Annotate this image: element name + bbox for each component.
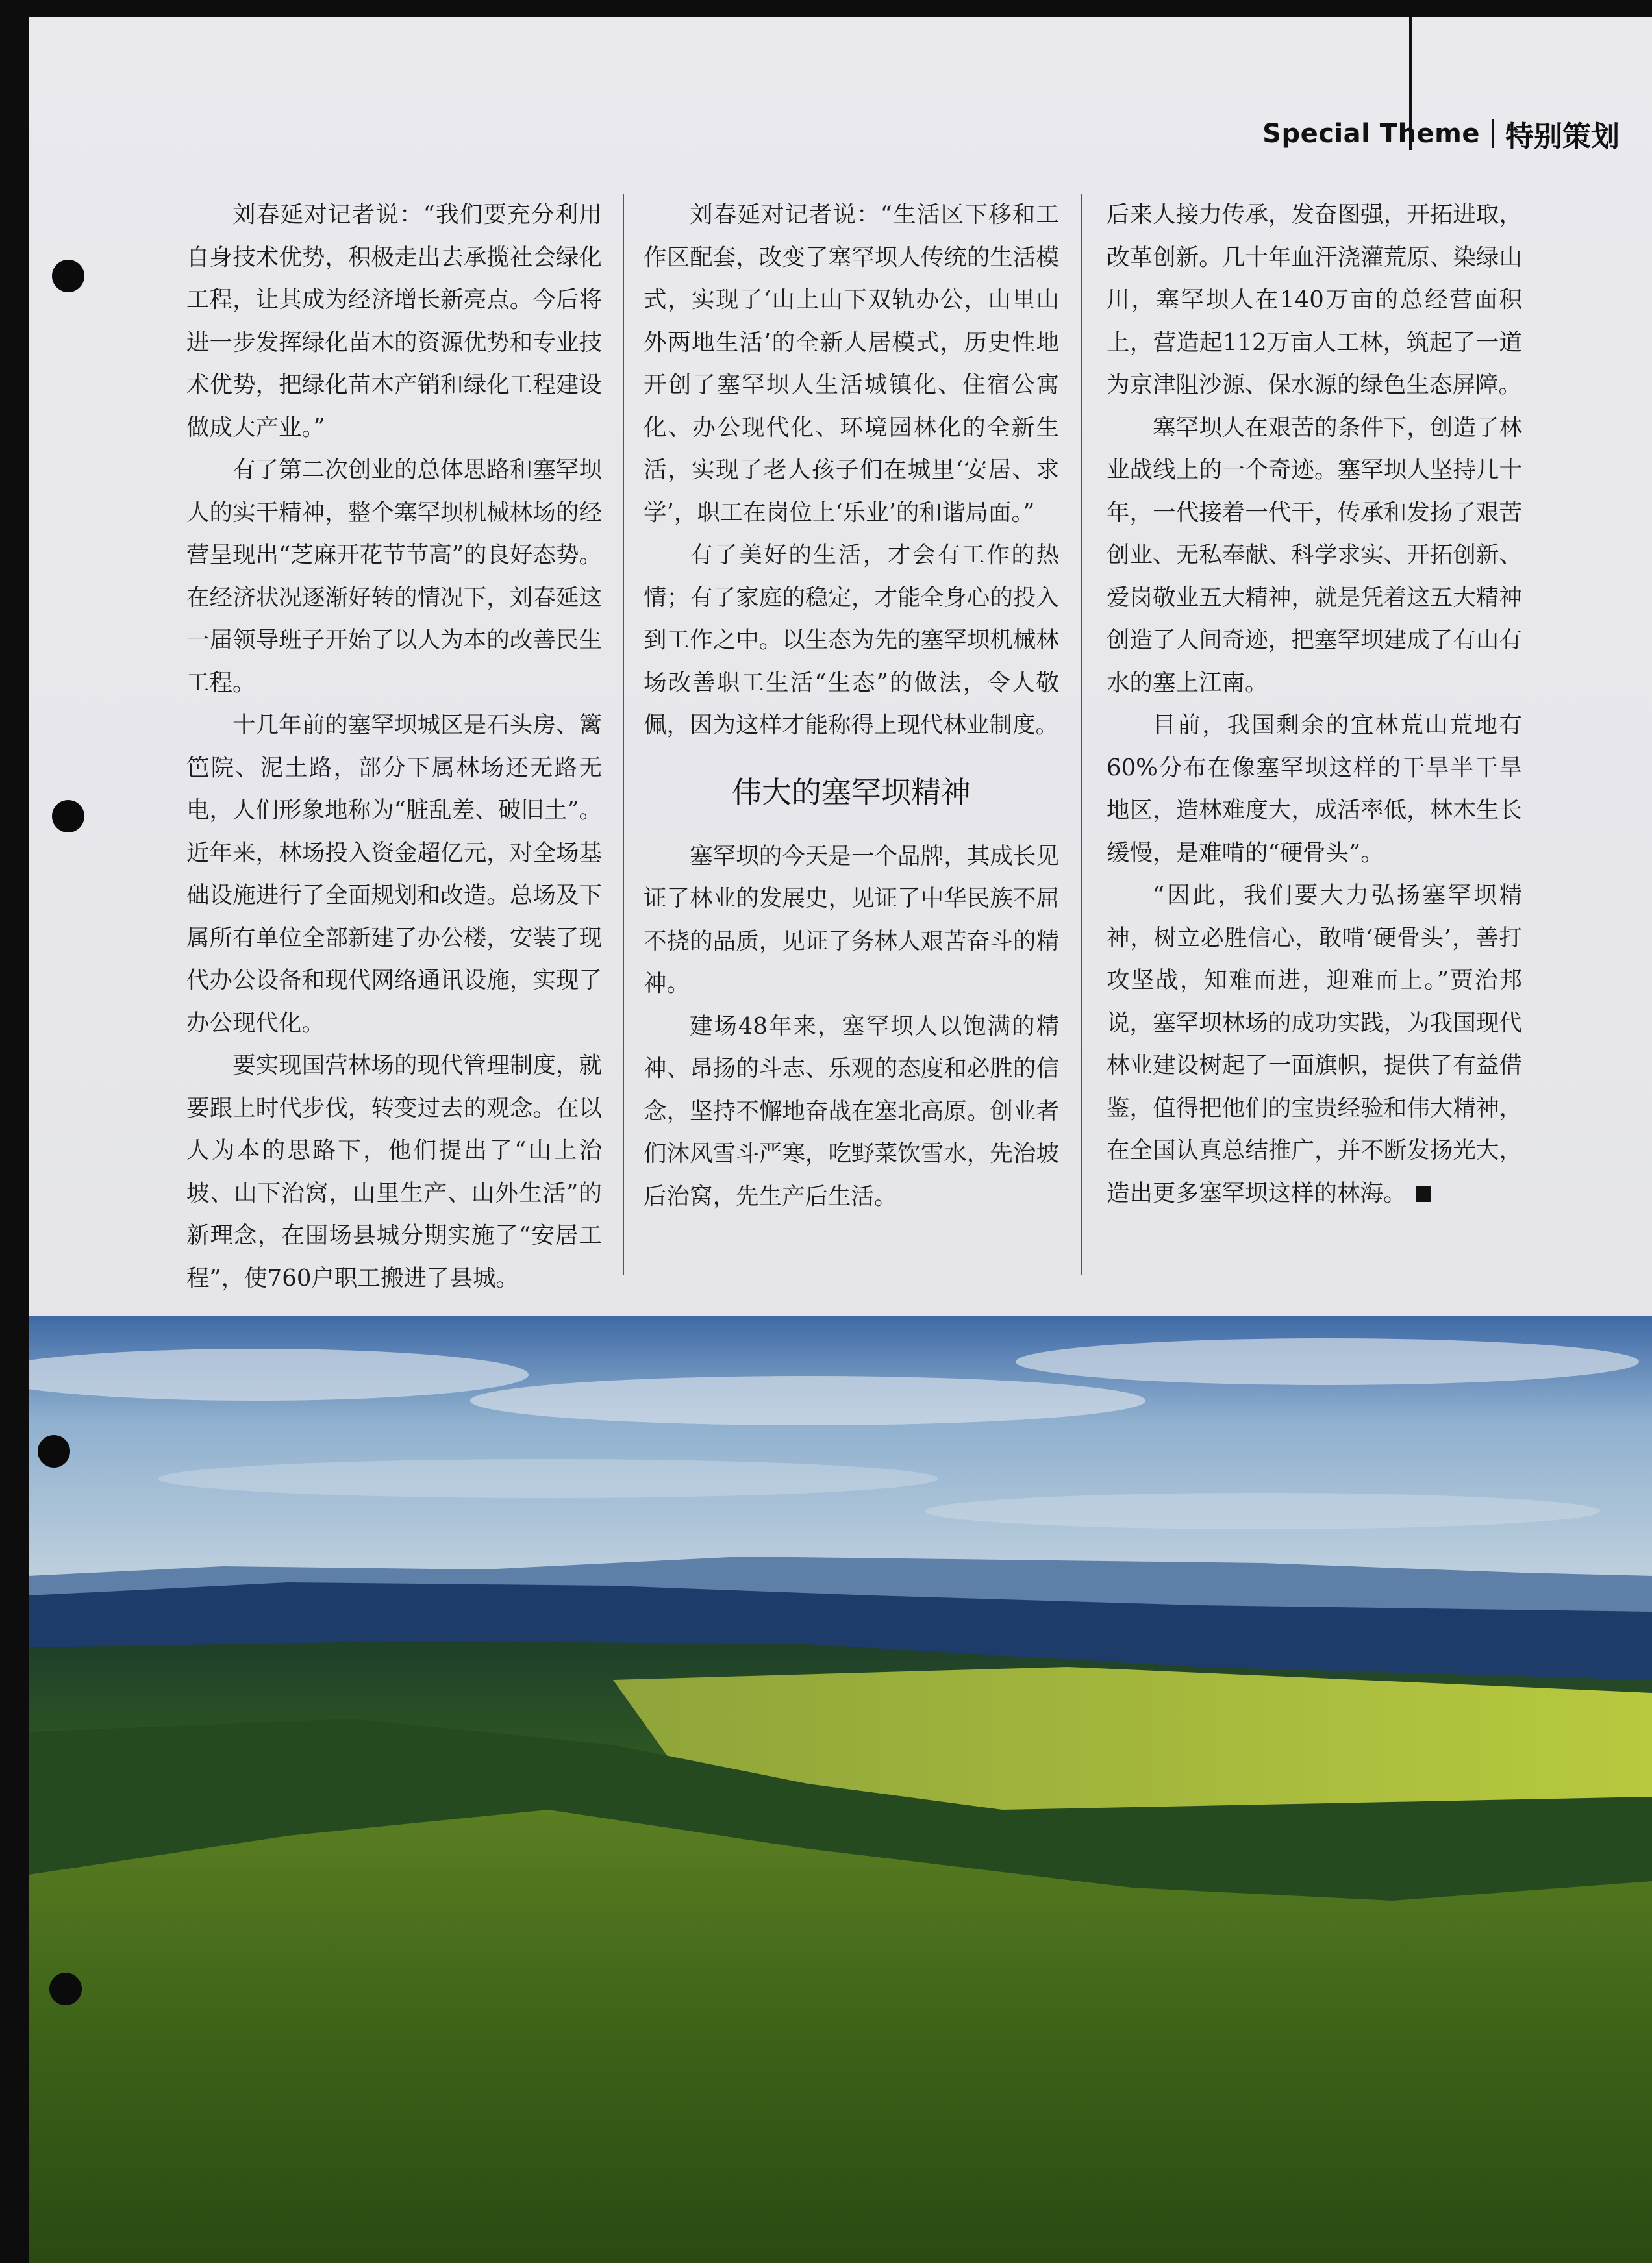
paragraph: 有了第二次创业的总体思路和塞罕坝人的实干精神，整个塞罕坝机械林场的经营呈现出“芝麻开花节节高”的良好态势。在经济状况逐渐好转的情况下，刘春延这一届领导班子开始了以人为本的改善民生工程。 <box>186 456 602 696</box>
column-divider <box>1081 194 1082 1275</box>
paragraph: 目前，我国剩余的宜林荒山荒地有60%分布在像塞罕坝这样的干旱半干旱地区，造林难度大，成活率低，林木生长缓慢，是难啃的“硬骨头”。 <box>1107 712 1522 866</box>
paragraph: 塞罕坝的今天是一个品牌，其成长见证了林业的发展史，见证了中华民族不屈不挠的品质，见证了务林人艰苦奋斗的精神。 <box>644 842 1059 997</box>
header-chinese-title: 特别策划 <box>1505 120 1620 153</box>
paragraph: 十几年前的塞罕坝城区是石头房、篱笆院、泥土路，部分下属林场还无路无电，人们形象地称为“脏乱差、破旧土”。近年来，林场投入资金超亿元，对全场基础设施进行了全面规划和改造。总场及下属所有单位全部新建了办公楼，安装了现代办公设备和现代网络通讯设施，实现了办公现代化。 <box>186 712 602 1036</box>
landscape-photo <box>29 1316 1652 2263</box>
paragraph: 刘春延对记者说：“我们要充分利用自身技术优势，积极走出去承揽社会绿化工程，让其成为经济增长新亮点。今后将进一步发挥绿化苗木的资源优势和专业技术优势，把绿化苗木产销和绿化工程建设做成大产业。” <box>186 201 602 441</box>
paragraph: 塞罕坝人在艰苦的条件下，创造了林业战线上的一个奇迹。塞罕坝人坚持几十年，一代接着一代干，传承和发扬了艰苦创业、无私奉献、科学求实、开拓创新、爱岗敬业五大精神，就是凭着这五大精神创造了人间奇迹，把塞罕坝建成了有山有水的塞上江南。 <box>1107 414 1522 696</box>
section-heading: 伟大的塞罕坝精神 <box>732 774 971 810</box>
binding-hole <box>52 800 84 832</box>
paragraph: 后来人接力传承，发奋图强，开拓进取，改革创新。几十年血汗浇灌荒原、染绿山川，塞罕坝人在140万亩的总经营面积上，营造起112万亩人工林，筑起了一道为京津阻沙源、保水源的绿色生态屏障。 <box>1107 201 1522 398</box>
text-column-1 <box>186 194 602 1299</box>
text-column-3 <box>1107 194 1522 1214</box>
column-divider <box>623 194 624 1275</box>
paragraph: 有了美好的生活，才会有工作的热情；有了家庭的稳定，才能全身心的投入到工作之中。以生态为先的塞罕坝机械林场改善职工生活“生态”的做法，令人敬佩，因为这样才能称得上现代林业制度。 <box>644 542 1059 738</box>
binding-hole <box>52 260 84 292</box>
magazine-page <box>29 17 1652 2263</box>
text-column-2 <box>644 194 1059 1218</box>
binding-hole <box>49 1973 82 2005</box>
paragraph <box>1107 874 1522 1214</box>
section-header <box>1204 114 1620 153</box>
article-end-mark <box>1416 1186 1431 1202</box>
binding-hole <box>38 1435 70 1468</box>
paragraph: 要实现国营林场的现代管理制度，就要跟上时代步伐，转变过去的观念。在以人为本的思路下，他们提出了“山上治坡、山下治窝，山里生产、山外生活”的新理念，在围场县城分期实施了“安居工程”，使760户职工搬进了县城。 <box>186 1052 602 1292</box>
paragraph: 建场48年来，塞罕坝人以饱满的精神、昂扬的斗志、乐观的态度和必胜的信念，坚持不懈地奋战在塞北高原。创业者们沐风雪斗严寒，吃野菜饮雪水，先治坡后治窝，先生产后生活。 <box>644 1012 1059 1210</box>
header-english-title: Special Theme <box>1262 119 1480 149</box>
header-separator <box>1492 119 1494 148</box>
paragraph-text: “因此，我们要大力弘扬塞罕坝精神，树立必胜信心，敢啃‘硬骨头’，善打攻坚战，知难而进，迎难而上。”贾治邦说，塞罕坝林场的成功实践，为我国现代林业建设树起了一面旗帜，提供了有益借鉴，值得把他们的宝贵经验和伟大精神，在全国认真总结推广，并不断发扬光大，造出更多塞罕坝这样的林海。 <box>1107 882 1522 1207</box>
paragraph: 刘春延对记者说：“生活区下移和工作区配套，改变了塞罕坝人传统的生活模式，实现了‘山上山下双轨办公，山里山外两地生活’的全新人居模式，历史性地开创了塞罕坝人生活城镇化、住宿公寓化、办公现代化、环境园林化的全新生活，实现了老人孩子们在城里‘安居、求学’，职工在岗位上‘乐业’的和谐局面。” <box>644 201 1059 526</box>
